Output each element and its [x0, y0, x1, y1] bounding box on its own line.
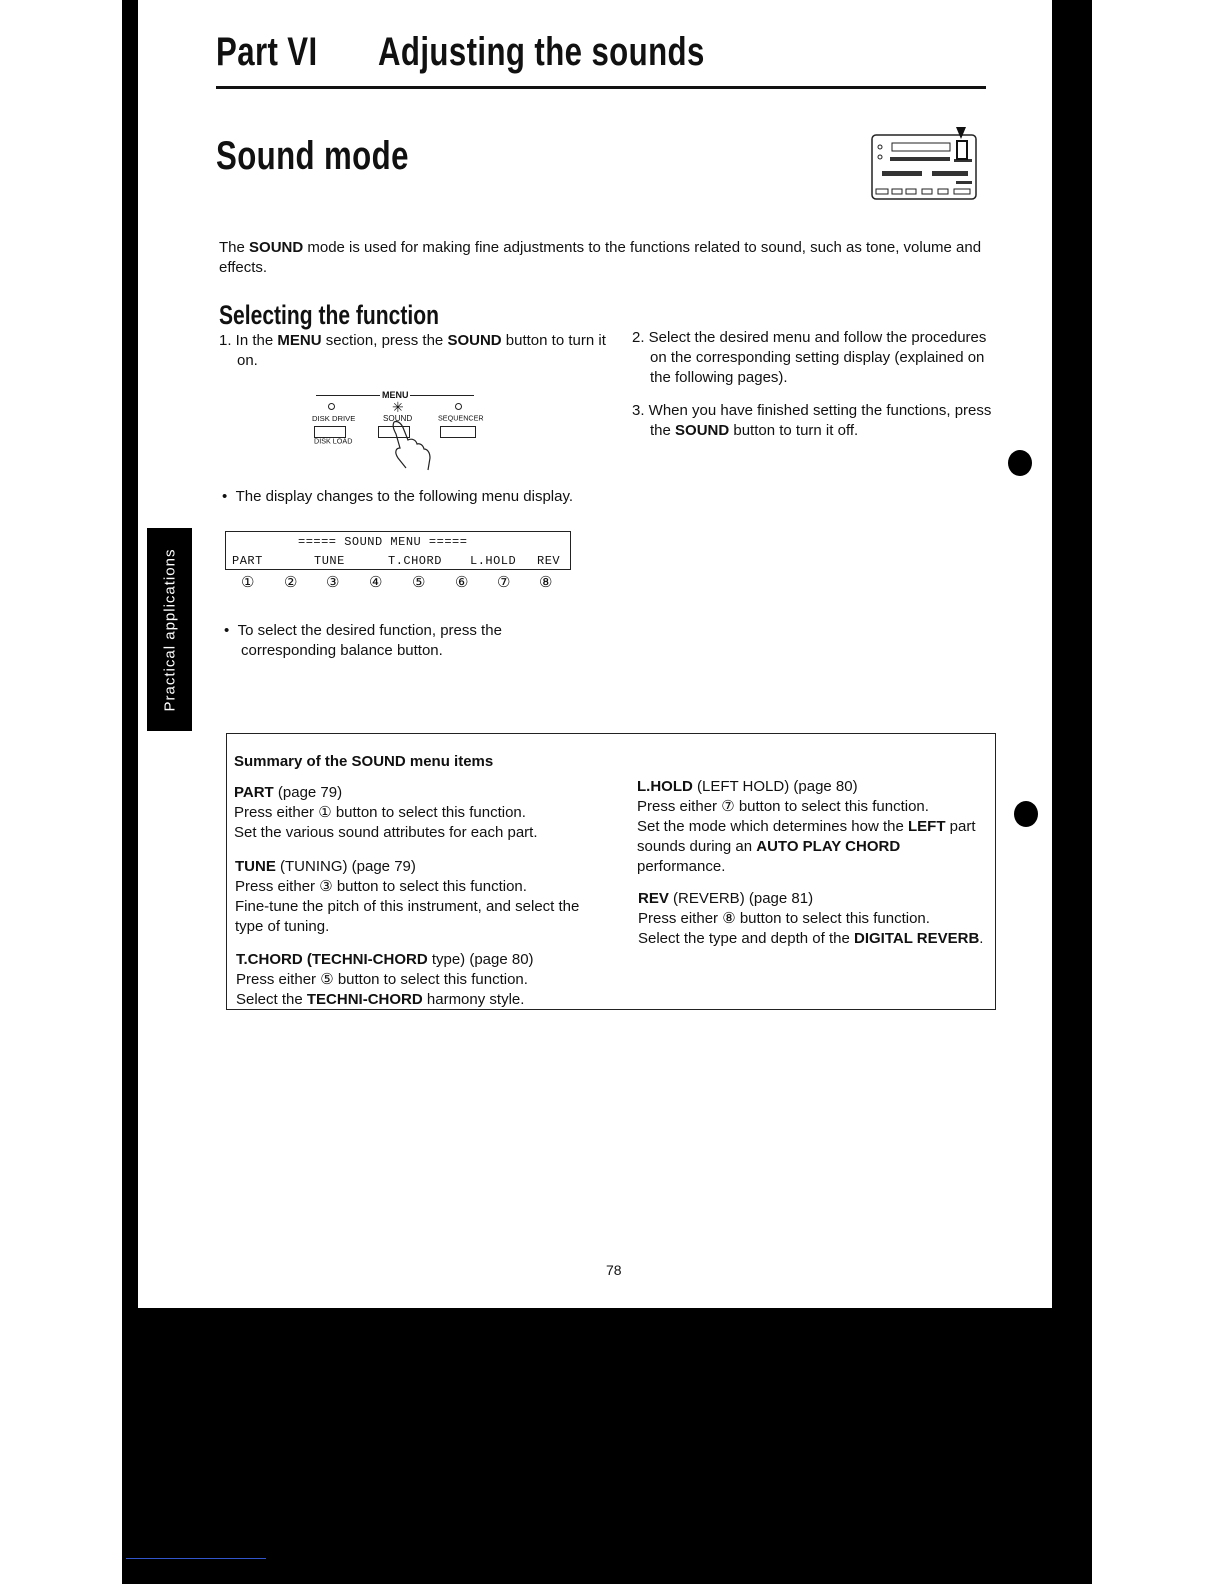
summary-part-name: PART	[234, 784, 274, 801]
disk-drive-led	[328, 403, 335, 410]
balance-button-4: ④	[369, 574, 383, 591]
sequencer-led	[455, 403, 462, 410]
intro-pre: The	[219, 239, 250, 256]
summary-part-line2: Set the various sound attributes for each part.	[234, 824, 538, 841]
link-underline	[126, 1558, 266, 1559]
summary-lhold-line2-left: LEFT	[907, 818, 946, 835]
pressing-hand-icon	[386, 418, 436, 478]
side-tab-label: Practical applications	[161, 548, 178, 711]
summary-rev-line1: Press either ⑧ button to select this function.	[638, 910, 930, 927]
summary-tchord-line1: Press either ⑤ button to select this function.	[236, 971, 528, 988]
summary-tune-line2: Fine-tune the pitch of this instrument, and select the type of tuning.	[235, 898, 580, 935]
summary-lhold-line2-pre: Set the mode which determines how the	[637, 818, 908, 835]
balance-button-5: ⑤	[412, 574, 426, 591]
disk-drive-label: DISK DRIVE	[312, 414, 356, 423]
intro-bold: SOUND	[249, 239, 304, 256]
summary-rev	[638, 889, 988, 949]
summary-rev-line2-pre: Select the type and depth of the	[638, 930, 854, 947]
summary-tchord-ref: type) (page 80)	[427, 951, 534, 968]
summary-lhold-line1: Press either ⑦ button to select this function.	[637, 798, 929, 815]
summary-lhold-ref: (LEFT HOLD) (page 80)	[692, 778, 858, 795]
menu-title: MENU	[382, 390, 409, 400]
binding-hole-bottom	[1014, 801, 1038, 827]
disk-load-label: DISK LOAD	[314, 437, 353, 445]
summary-tchord	[236, 950, 596, 1010]
summary-tchord-line2	[236, 990, 596, 1010]
lcd-bottom-rule	[225, 569, 571, 570]
summary-rev-name: REV	[638, 890, 669, 907]
step1-pre: 1. In the	[219, 332, 278, 349]
bullet-display-text: The display changes to the following menu display.	[235, 488, 574, 505]
lcd-item-rev: REV	[537, 554, 561, 568]
balance-button-2: ②	[284, 574, 298, 591]
lcd-heading: ===== SOUND MENU =====	[298, 535, 468, 549]
summary-lhold-line2-post: performance.	[637, 858, 726, 875]
bullet-select-function	[224, 621, 597, 661]
summary-part-line1: Press either ① button to select this function.	[234, 804, 526, 821]
summary-tune-name: TUNE	[235, 858, 276, 875]
balance-button-7: ⑦	[497, 574, 511, 591]
sequencer-button	[440, 426, 476, 438]
bullet-dot-2: •	[224, 622, 238, 639]
summary-rev-heading	[638, 889, 988, 909]
summary-tchord-line2-post: harmony style.	[422, 991, 525, 1008]
summary-part-ref: (page 79)	[273, 784, 343, 801]
page-number: 78	[606, 1262, 622, 1278]
summary-tchord-line2-pre: Select the	[236, 991, 307, 1008]
summary-lhold	[637, 777, 987, 877]
part-title: Adjusting the sounds	[378, 30, 705, 74]
step-2: 2. Select the desired menu and follow the procedures on the corresponding setting display (explained on the following pages).	[632, 329, 987, 386]
step3-sound: SOUND	[675, 422, 730, 439]
lcd-item-lhold: L.HOLD	[470, 554, 517, 568]
sequencer-label: SEQUENCER	[438, 414, 484, 422]
binding-hole-top	[1008, 450, 1032, 476]
summary-rev-line2	[638, 929, 988, 949]
side-tab	[147, 528, 192, 731]
summary-part	[234, 783, 594, 843]
intro-paragraph	[219, 238, 989, 278]
bullet-dot: •	[222, 488, 236, 505]
lcd-item-part: PART	[232, 554, 263, 568]
summary-rev-line2-bold: DIGITAL REVERB	[854, 930, 980, 947]
step3-pre: 3. When you have finished setting the functions, press the	[632, 402, 992, 439]
step-3	[632, 401, 1010, 441]
instrument-panel-icon	[870, 125, 980, 203]
menu-rule-right	[410, 395, 474, 396]
balance-button-8: ⑧	[539, 574, 553, 591]
summary-tchord-heading	[236, 950, 596, 970]
bullet-display-changes	[222, 487, 595, 507]
header-rule	[216, 86, 986, 89]
summary-part-heading	[234, 783, 594, 803]
sound-label: SOUND	[383, 414, 413, 423]
summary-lhold-name: L.HOLD	[637, 778, 693, 795]
section-title: Sound mode	[216, 134, 409, 178]
subsection-title: Selecting the function	[219, 300, 439, 330]
lcd-item-tchord: T.CHORD	[388, 554, 442, 568]
summary-lhold-line2-mid: part sounds during an	[637, 818, 976, 855]
summary-lhold-line2-apc: AUTO PLAY CHORD	[756, 838, 901, 855]
summary-lhold-line2	[637, 817, 987, 877]
bullet-select-text: To select the desired function, press the corresponding balance button.	[237, 622, 502, 659]
summary-tune-line1: Press either ③ button to select this function.	[235, 878, 527, 895]
lcd-menu-display	[225, 531, 571, 569]
summary-tune	[235, 857, 595, 937]
summary-rev-ref: (REVERB) (page 81)	[668, 890, 814, 907]
sound-led-lit: ✳	[392, 399, 404, 415]
step1-menu: MENU	[277, 332, 322, 349]
lcd-item-tune: TUNE	[314, 554, 345, 568]
menu-rule-left	[316, 395, 380, 396]
summary-rev-line2-post: .	[979, 930, 984, 947]
balance-buttons-row	[241, 573, 561, 593]
summary-tune-ref: (TUNING) (page 79)	[275, 858, 416, 875]
part-label: Part VI	[216, 30, 318, 74]
summary-tchord-name: T.CHORD (TECHNI-CHORD	[236, 951, 428, 968]
step1-sound: SOUND	[447, 332, 502, 349]
step1-post: button to turn it on.	[237, 332, 606, 369]
step1-mid: section, press the	[321, 332, 448, 349]
summary-tune-heading	[235, 857, 595, 877]
intro-post: mode is used for making fine adjustments to the functions related to sound, such as tone, volume and effects.	[219, 239, 982, 276]
menu-panel-illustration	[310, 390, 484, 480]
balance-button-3: ③	[326, 574, 340, 591]
summary-lhold-heading	[637, 777, 987, 797]
scan-border-bottom	[122, 1308, 1092, 1584]
summary-tchord-line2-bold: TECHNI-CHORD	[306, 991, 423, 1008]
balance-button-1: ①	[241, 574, 255, 591]
step3-post: button to turn it off.	[729, 422, 859, 439]
balance-button-6: ⑥	[455, 574, 469, 591]
summary-title: Summary of the SOUND menu items	[234, 753, 494, 770]
step-1	[219, 331, 607, 371]
